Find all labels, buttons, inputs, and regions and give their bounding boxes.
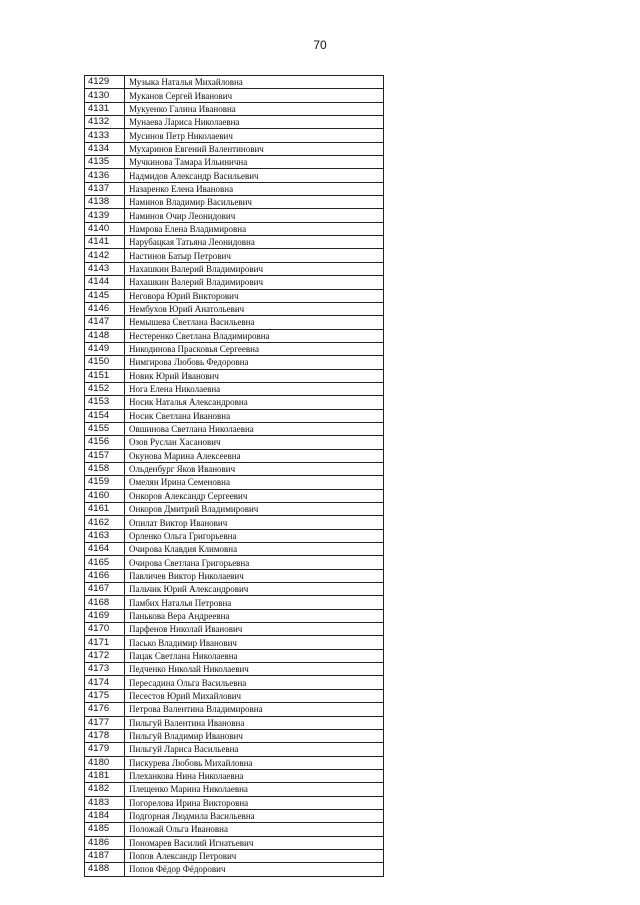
- table-row: [85, 703, 384, 716]
- person-name: Музыка Наталья Михайловна: [125, 76, 384, 89]
- row-number: 4140: [85, 222, 125, 235]
- table-row: [85, 289, 384, 302]
- row-number: 4156: [85, 436, 125, 449]
- row-number: 4131: [85, 102, 125, 115]
- person-name: Нимгирова Любовь Федоровна: [125, 356, 384, 369]
- table-row: [85, 156, 384, 169]
- table-row: [85, 796, 384, 809]
- person-name: Озов Руслан Хасанович: [125, 436, 384, 449]
- row-number: 4163: [85, 529, 125, 542]
- table-row: [85, 396, 384, 409]
- row-number: 4157: [85, 449, 125, 462]
- person-name: Онкоров Александр Сергеевич: [125, 489, 384, 502]
- table-row: [85, 783, 384, 796]
- person-name: Онкоров Дмитрий Владимирович: [125, 503, 384, 516]
- row-number: 4138: [85, 196, 125, 209]
- table-row: [85, 636, 384, 649]
- table-row: [85, 449, 384, 462]
- person-name: Муканов Сергей Иванович: [125, 89, 384, 102]
- row-number: 4173: [85, 663, 125, 676]
- row-number: 4164: [85, 543, 125, 556]
- row-number: 4145: [85, 289, 125, 302]
- person-name: Погорелова Ирина Викторовна: [125, 796, 384, 809]
- row-number: 4181: [85, 769, 125, 782]
- row-number: 4134: [85, 142, 125, 155]
- row-number: 4133: [85, 129, 125, 142]
- table-row: [85, 182, 384, 195]
- table-row: [85, 569, 384, 582]
- table-row: [85, 836, 384, 849]
- row-number: 4165: [85, 556, 125, 569]
- table-row: [85, 529, 384, 542]
- person-name: Нарубацкая Татьяна Леонидовна: [125, 236, 384, 249]
- person-name: Нахашкин Валерий Владимирович: [125, 276, 384, 289]
- row-number: 4171: [85, 636, 125, 649]
- person-name: Попов Фёдор Фёдорович: [125, 863, 384, 876]
- row-number: 4158: [85, 462, 125, 475]
- person-name: Носик Наталья Александровна: [125, 396, 384, 409]
- table-row: [85, 623, 384, 636]
- table-row: [85, 382, 384, 395]
- person-name: Новик Юрий Иванович: [125, 369, 384, 382]
- table-row: [85, 222, 384, 235]
- row-number: 4184: [85, 809, 125, 822]
- person-name: Панькова Вера Андреевна: [125, 609, 384, 622]
- person-name: Мунаева Лариса Николаевна: [125, 116, 384, 129]
- person-name: Пацак Светлана Николаевна: [125, 649, 384, 662]
- table-row: [85, 743, 384, 756]
- person-name: Пискурева Любовь Михайловна: [125, 756, 384, 769]
- table-row: [85, 409, 384, 422]
- row-number: 4177: [85, 716, 125, 729]
- row-number: 4144: [85, 276, 125, 289]
- person-name: Наминов Очир Леонидович: [125, 209, 384, 222]
- person-name: Павличев Виктор Николаевич: [125, 569, 384, 582]
- row-number: 4178: [85, 729, 125, 742]
- person-name: Носик Светлана Ивановна: [125, 409, 384, 422]
- row-number: 4169: [85, 609, 125, 622]
- row-number: 4185: [85, 823, 125, 836]
- row-number: 4153: [85, 396, 125, 409]
- person-name: Настинов Батыр Петрович: [125, 249, 384, 262]
- row-number: 4152: [85, 382, 125, 395]
- row-number: 4139: [85, 209, 125, 222]
- row-number: 4132: [85, 116, 125, 129]
- person-name: Нога Елена Николаевна: [125, 382, 384, 395]
- table-row: [85, 689, 384, 702]
- person-name: Пильгуй Валентина Ивановна: [125, 716, 384, 729]
- table-row: [85, 276, 384, 289]
- row-number: 4162: [85, 516, 125, 529]
- row-number: 4136: [85, 169, 125, 182]
- table-row: [85, 609, 384, 622]
- table-row: [85, 76, 384, 89]
- row-number: 4150: [85, 356, 125, 369]
- person-name: Нембухов Юрий Анатольевич: [125, 302, 384, 315]
- table-row: [85, 116, 384, 129]
- table-row: [85, 676, 384, 689]
- row-number: 4148: [85, 329, 125, 342]
- table-row: [85, 236, 384, 249]
- table-row: [85, 756, 384, 769]
- table-row: [85, 489, 384, 502]
- person-name: Нестеренко Светлана Владимировна: [125, 329, 384, 342]
- person-name: Омелян Ирина Семеновна: [125, 476, 384, 489]
- row-number: 4168: [85, 596, 125, 609]
- person-name: Парфенов Николай Иванович: [125, 623, 384, 636]
- table-row: [85, 849, 384, 862]
- table-row: [85, 809, 384, 822]
- table-row: [85, 422, 384, 435]
- table-row: [85, 89, 384, 102]
- row-number: 4141: [85, 236, 125, 249]
- row-number: 4130: [85, 89, 125, 102]
- table-row: [85, 543, 384, 556]
- table-row: [85, 356, 384, 369]
- person-name: Плещенко Марина Николаевна: [125, 783, 384, 796]
- person-name: Памбих Наталья Петровна: [125, 596, 384, 609]
- person-name: Мухаринов Евгений Валентинович: [125, 142, 384, 155]
- person-name: Намрова Елена Владимировна: [125, 222, 384, 235]
- row-number: 4183: [85, 796, 125, 809]
- row-number: 4129: [85, 76, 125, 89]
- row-number: 4172: [85, 649, 125, 662]
- person-name: Наминов Владимир Васильевич: [125, 196, 384, 209]
- row-number: 4187: [85, 849, 125, 862]
- row-number: 4149: [85, 342, 125, 355]
- table-body: [85, 76, 384, 877]
- person-name: Мучкинова Тамара Ильинична: [125, 156, 384, 169]
- person-name: Положай Ольга Ивановна: [125, 823, 384, 836]
- person-name: Овшинова Светлана Николаевна: [125, 422, 384, 435]
- person-name: Окунова Марина Алексеевна: [125, 449, 384, 462]
- person-name: Очирова Светлана Григорьевна: [125, 556, 384, 569]
- page-number: 70: [313, 38, 327, 52]
- table-row: [85, 503, 384, 516]
- person-name: Педченко Николай Николаевич: [125, 663, 384, 676]
- table-row: [85, 462, 384, 475]
- person-name: Мусинов Петр Николаевич: [125, 129, 384, 142]
- table-row: [85, 663, 384, 676]
- person-name: Пасько Владимир Иванович: [125, 636, 384, 649]
- person-name: Надмидов Александр Васильевич: [125, 169, 384, 182]
- table-row: [85, 436, 384, 449]
- row-number: 4188: [85, 863, 125, 876]
- person-name: Пильгуй Владимир Иванович: [125, 729, 384, 742]
- row-number: 4142: [85, 249, 125, 262]
- table-row: [85, 476, 384, 489]
- person-name: Немышева Светлана Васильевна: [125, 316, 384, 329]
- table-row: [85, 823, 384, 836]
- row-number: 4170: [85, 623, 125, 636]
- row-number: 4175: [85, 689, 125, 702]
- row-number: 4154: [85, 409, 125, 422]
- person-name: Опилат Виктор Иванович: [125, 516, 384, 529]
- table-row: [85, 556, 384, 569]
- person-name: Никодинова Прасковья Сергеевна: [125, 342, 384, 355]
- table-row: [85, 769, 384, 782]
- person-name: Мукуенко Галина Ивановна: [125, 102, 384, 115]
- row-number: 4176: [85, 703, 125, 716]
- table-row: [85, 302, 384, 315]
- table-row: [85, 316, 384, 329]
- row-number: 4186: [85, 836, 125, 849]
- row-number: 4159: [85, 476, 125, 489]
- table-row: [85, 369, 384, 382]
- person-name: Неговора Юрий Викторович: [125, 289, 384, 302]
- table-row: [85, 596, 384, 609]
- table-row: [85, 142, 384, 155]
- person-name: Попов Александр Петрович: [125, 849, 384, 862]
- person-name: Нахашкин Валерий Владимирович: [125, 262, 384, 275]
- person-name: Пальчик Юрий Александрович: [125, 583, 384, 596]
- person-name: Назаренко Елена Ивановна: [125, 182, 384, 195]
- person-name: Очирова Клавдия Климовна: [125, 543, 384, 556]
- table-row: [85, 262, 384, 275]
- table-row: [85, 342, 384, 355]
- person-name: Петрова Валентина Владимировна: [125, 703, 384, 716]
- row-number: 4166: [85, 569, 125, 582]
- person-name: Плеханкова Нина Николаевна: [125, 769, 384, 782]
- table-row: [85, 863, 384, 876]
- person-name: Орленко Ольга Григорьевна: [125, 529, 384, 542]
- row-number: 4151: [85, 369, 125, 382]
- row-number: 4161: [85, 503, 125, 516]
- row-number: 4143: [85, 262, 125, 275]
- row-number: 4174: [85, 676, 125, 689]
- table-row: [85, 102, 384, 115]
- table-row: [85, 516, 384, 529]
- row-number: 4167: [85, 583, 125, 596]
- row-number: 4180: [85, 756, 125, 769]
- table-row: [85, 649, 384, 662]
- row-number: 4182: [85, 783, 125, 796]
- person-name: Пономарев Василий Игнатьевич: [125, 836, 384, 849]
- table-row: [85, 129, 384, 142]
- table-row: [85, 729, 384, 742]
- row-number: 4135: [85, 156, 125, 169]
- table-row: [85, 169, 384, 182]
- table-row: [85, 196, 384, 209]
- names-table: [84, 75, 384, 877]
- table-row: [85, 249, 384, 262]
- table-row: [85, 716, 384, 729]
- person-name: Пересадина Ольга Васильевна: [125, 676, 384, 689]
- row-number: 4179: [85, 743, 125, 756]
- person-name: Песестов Юрий Михайлович: [125, 689, 384, 702]
- table-row: [85, 209, 384, 222]
- person-name: Подгорная Людмила Васильевна: [125, 809, 384, 822]
- person-name: Пильгуй Лариса Васильевна: [125, 743, 384, 756]
- row-number: 4155: [85, 422, 125, 435]
- person-name: Ольденбург Яков Иванович: [125, 462, 384, 475]
- row-number: 4160: [85, 489, 125, 502]
- table-row: [85, 329, 384, 342]
- table-row: [85, 583, 384, 596]
- row-number: 4146: [85, 302, 125, 315]
- row-number: 4147: [85, 316, 125, 329]
- row-number: 4137: [85, 182, 125, 195]
